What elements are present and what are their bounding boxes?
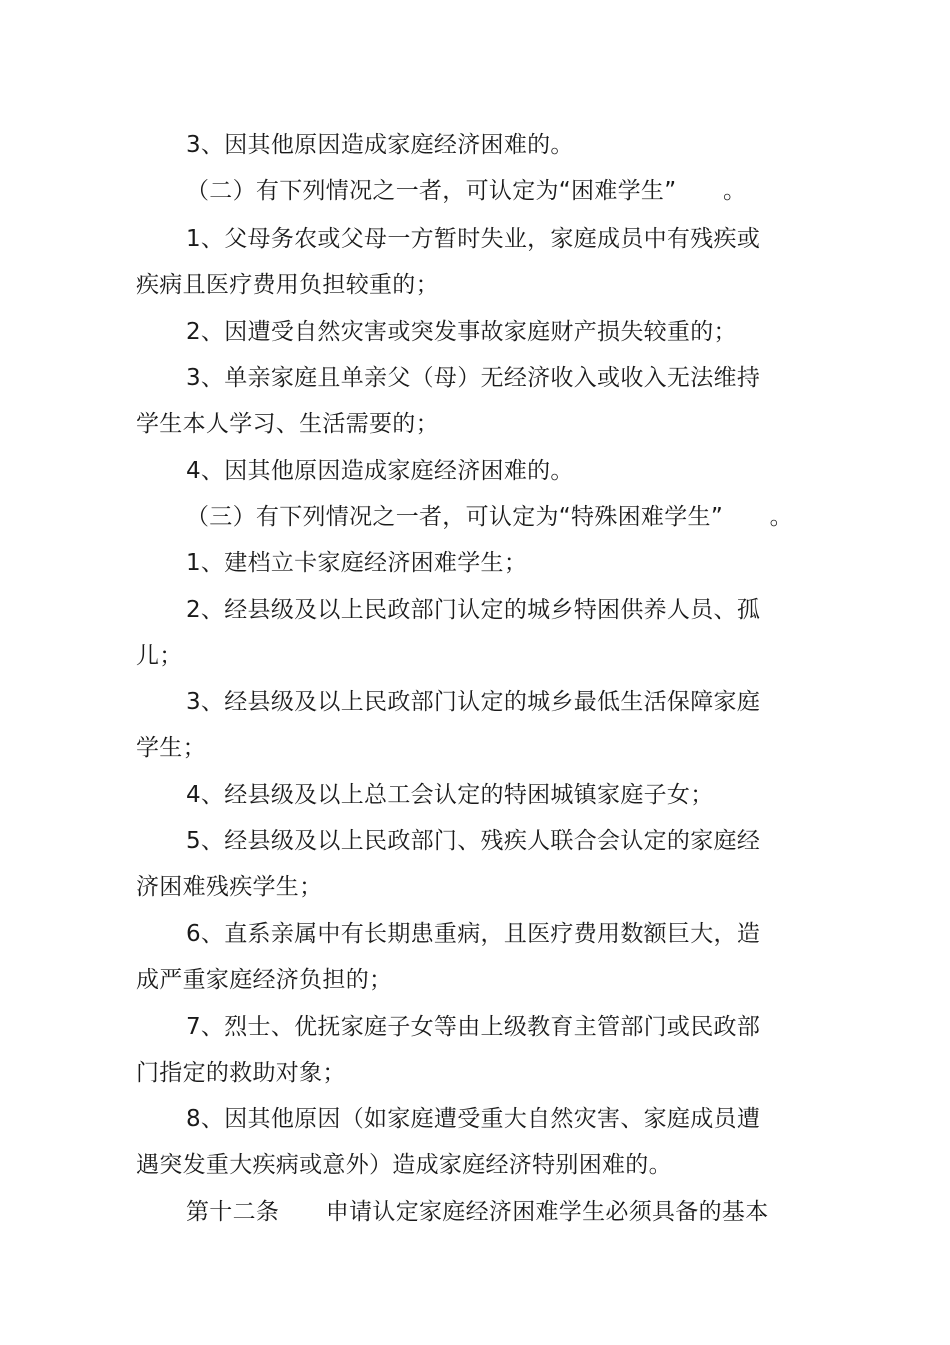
text-line: 疾病且医疗费用负担较重的； [136,272,439,298]
text-line: 门指定的救助对象； [136,1060,346,1086]
text-line: 学生； [136,735,206,761]
text-line: 3、单亲家庭且单亲父（母）无经济收入或收入无法维持 [186,365,761,391]
text-line: 3、经县级及以上民政部门认定的城乡最低生活保障家庭 [186,689,761,715]
text-line: 2、因遭受自然灾害或突发事故家庭财产损失较重的； [186,319,737,345]
text-line: 成严重家庭经济负担的； [136,967,393,993]
text-line: 第十二条 申请认定家庭经济困难学生必须具备的基本 [186,1199,769,1225]
text-line: 儿； [136,643,183,669]
text-line: 2、经县级及以上民政部门认定的城乡特困供养人员、孤 [186,597,761,623]
text-line: （三）有下列情况之一者，可认定为“特殊困难学生” 。 [186,504,793,530]
text-line: 3、因其他原因造成家庭经济困难的。 [186,132,574,158]
text-line: 4、因其他原因造成家庭经济困难的。 [186,458,574,484]
text-line: （二）有下列情况之一者，可认定为“困难学生” 。 [186,178,747,204]
text-line: 1、建档立卡家庭经济困难学生； [186,550,528,576]
text-line: 6、直系亲属中有长期患重病，且医疗费用数额巨大，造 [186,921,761,947]
text-line: 8、因其他原因（如家庭遭受重大自然灾害、家庭成员遭 [186,1106,761,1132]
text-line: 济困难残疾学生； [136,874,323,900]
text-line: 5、经县级及以上民政部门、残疾人联合会认定的家庭经 [186,828,761,854]
text-line: 7、烈士、优抚家庭子女等由上级教育主管部门或民政部 [186,1014,761,1040]
text-line: 遇突发重大疾病或意外）造成家庭经济特别困难的。 [136,1152,672,1178]
text-line: 1、父母务农或父母一方暂时失业，家庭成员中有残疾或 [186,226,761,252]
text-line: 学生本人学习、生活需要的； [136,411,439,437]
text-line: 4、经县级及以上总工会认定的特困城镇家庭子女； [186,782,714,808]
